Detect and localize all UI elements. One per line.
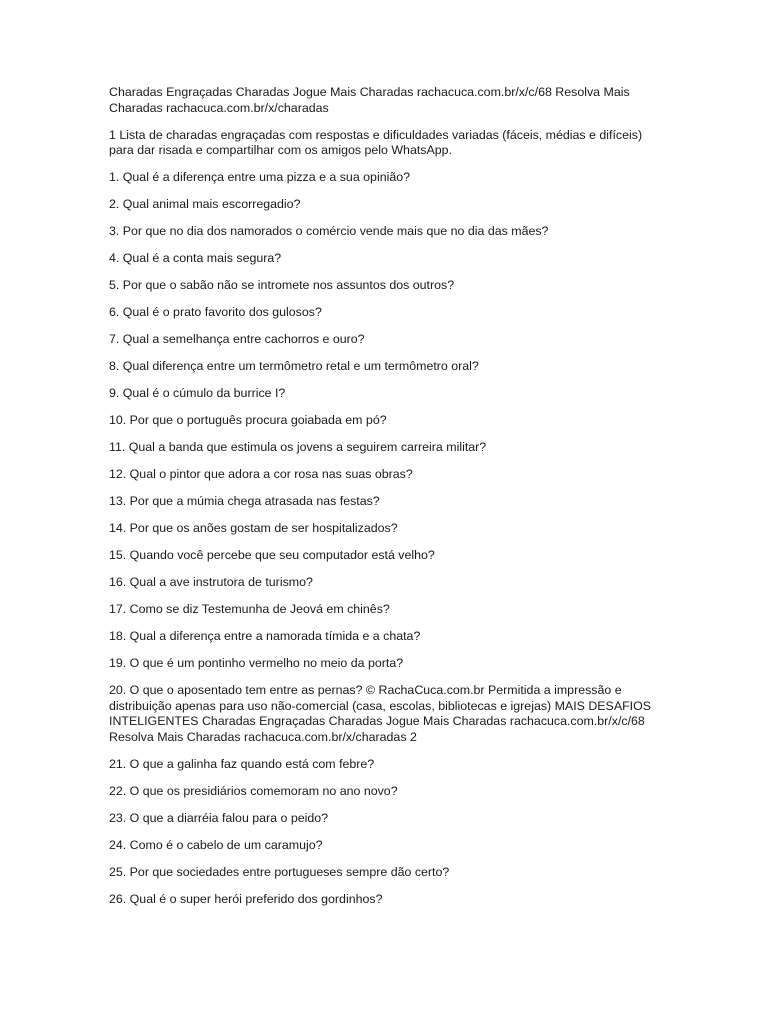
riddle-item: 8. Qual diferença entre um termômetro retal e um termômetro oral?	[109, 359, 479, 373]
riddle-item: 12. Qual o pintor que adora a cor rosa nas suas obras?	[109, 467, 413, 481]
riddle-item: 14. Por que os anões gostam de ser hospitalizados?	[109, 521, 398, 535]
riddle-item: 3. Por que no dia dos namorados o comércio vende mais que no dia das mães?	[109, 224, 549, 238]
riddle-item: 1. Qual é a diferença entre uma pizza e a sua opinião?	[109, 170, 411, 184]
header-text: Charadas Engraçadas Charadas Jogue Mais Charadas rachacuca.com.br/x/c/68 Resolva Mais Charadas rachacuca.com.br/x/charadas	[109, 85, 630, 115]
riddle-item: 7. Qual a semelhança entre cachorros e ouro?	[109, 332, 365, 346]
intro-text: 1 Lista de charadas engraçadas com respostas e dificuldades variadas (fáceis, médias e difíceis) para dar risada e compartilhar com os amigos pelo WhatsApp.	[109, 127, 643, 157]
riddle-item: 15. Quando você percebe que seu computador está velho?	[109, 548, 435, 562]
riddle-item: 6. Qual é o prato favorito dos gulosos?	[109, 305, 322, 319]
riddle-item: 17. Como se diz Testemunha de Jeová em chinês?	[109, 602, 390, 616]
riddle-item: 19. O que é um pontinho vermelho no meio da porta?	[109, 656, 404, 670]
riddle-item: 13. Por que a múmia chega atrasada nas festas?	[109, 494, 380, 508]
riddle-item: 16. Qual a ave instrutora de turismo?	[109, 575, 313, 589]
riddle-item: 9. Qual é o cúmulo da burrice I?	[109, 386, 286, 400]
riddle-item: 26. Qual é o super herói preferido dos gordinhos?	[109, 891, 383, 906]
riddle-item: 2. Qual animal mais escorregadio?	[109, 197, 301, 211]
riddle-item: 11. Qual a banda que estimula os jovens a seguirem carreira militar?	[109, 440, 487, 454]
riddle-item: 20. O que o aposentado tem entre as pernas? © RachaCuca.com.br Permitida a impressão e distribuição apenas para uso não-comercial (casa, escolas, bibliotecas e igrejas) MAIS DESAFIOS INTELIGENTES Charadas Engraçadas Charadas Jogue Mais Charadas rachacuca.com.br/x/c/68 Resolva Mais Charadas rachacuca.com.br/x/charadas 2	[109, 683, 651, 744]
riddle-item: 18. Qual a diferença entre a namorada tímida e a chata?	[109, 629, 421, 643]
riddle-item: 23. O que a diarréia falou para o peido?	[109, 810, 329, 825]
riddle-list	[109, 170, 669, 907]
riddle-item: 22. O que os presidiários comemoram no ano novo?	[109, 783, 398, 798]
riddle-item: 25. Por que sociedades entre portugueses sempre dão certo?	[109, 864, 450, 879]
riddle-item: 21. O que a galinha faz quando está com febre?	[109, 756, 375, 771]
document-page	[109, 85, 669, 919]
riddle-item: 24. Como é o cabelo de um caramujo?	[109, 837, 323, 852]
riddle-item: 5. Por que o sabão não se intromete nos assuntos dos outros?	[109, 278, 455, 292]
riddle-item: 4. Qual é a conta mais segura?	[109, 251, 282, 265]
riddle-item: 10. Por que o português procura goiabada em pó?	[109, 413, 387, 427]
